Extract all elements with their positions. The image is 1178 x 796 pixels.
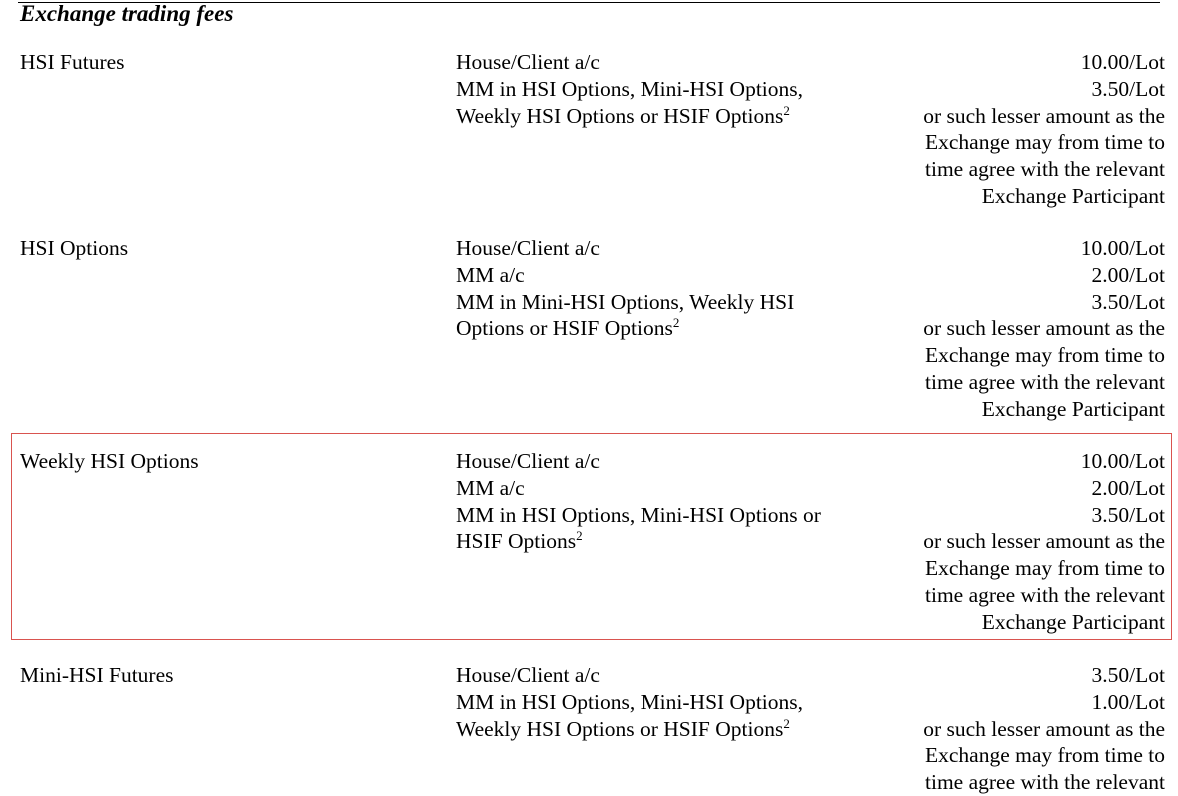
- fee-note-line: or such lesser amount as the: [923, 103, 1165, 128]
- account-line: [456, 716, 876, 743]
- fee-value: 2.00/Lot: [1091, 475, 1165, 500]
- account-types: [456, 235, 876, 342]
- fee-note-line: Exchange Participant: [981, 396, 1165, 421]
- fee-note-line: time agree with the relevant: [925, 582, 1165, 607]
- section-heading: Exchange trading fees: [20, 1, 234, 26]
- account-line: MM in HSI Options, Mini-HSI Options or: [456, 502, 821, 527]
- fee-note-line: Exchange Participant: [981, 183, 1165, 208]
- fee-note-line: time agree with the relevant: [925, 770, 1165, 795]
- fee-note-line: time agree with the relevant: [925, 157, 1165, 182]
- fee-note-line: or such lesser amount as the: [923, 316, 1165, 341]
- fee-value: 3.50/Lot: [1091, 76, 1165, 101]
- fee-value: 3.50/Lot: [1091, 502, 1165, 527]
- fee-note-line: Exchange may from time to: [924, 343, 1165, 368]
- account-text: Weekly HSI Options or HSIF Options: [456, 716, 784, 741]
- product-name: HSI Futures: [20, 50, 125, 74]
- product-name: HSI Options: [20, 236, 129, 260]
- footnote-marker: 2: [783, 715, 790, 731]
- footnote-marker: 2: [672, 315, 680, 331]
- fee-note-line: Exchange may from time to: [924, 743, 1165, 768]
- account-line: House/Client a/c: [456, 449, 600, 473]
- fee-value: 10.00/Lot: [1080, 449, 1165, 473]
- account-line: [456, 103, 876, 130]
- fee-note-line: Exchange may from time to: [924, 130, 1165, 155]
- account-line: MM in HSI Options, Mini-HSI Options,: [456, 76, 804, 101]
- fee-amounts: [875, 49, 1165, 210]
- account-line: MM a/c: [456, 262, 525, 287]
- account-line: MM a/c: [456, 475, 525, 500]
- account-text: Options or HSIF Options: [456, 316, 673, 341]
- fee-amounts: [875, 235, 1165, 423]
- fee-value: 1.00/Lot: [1091, 689, 1165, 714]
- account-line: House/Client a/c: [456, 236, 600, 260]
- account-line: House/Client a/c: [456, 50, 600, 74]
- footnote-marker: 2: [783, 102, 790, 118]
- fee-amounts: [875, 662, 1165, 796]
- fee-value: 10.00/Lot: [1080, 236, 1165, 260]
- fee-note-line: time agree with the relevant: [925, 369, 1165, 394]
- fee-amounts: [875, 448, 1165, 636]
- fee-value: 3.50/Lot: [1091, 663, 1165, 687]
- account-line: MM in Mini-HSI Options, Weekly HSI: [456, 289, 795, 314]
- product-name: Weekly HSI Options: [20, 449, 199, 473]
- fee-note-line: Exchange Participant: [981, 609, 1165, 634]
- account-types: [456, 662, 876, 742]
- fee-note-line: or such lesser amount as the: [923, 716, 1165, 741]
- account-line: [456, 315, 876, 342]
- fee-note-line: or such lesser amount as the: [923, 529, 1165, 554]
- account-types: [456, 49, 876, 129]
- footnote-marker: 2: [576, 528, 583, 544]
- fee-note-line: Exchange may from time to: [924, 556, 1165, 581]
- account-line: House/Client a/c: [456, 663, 600, 687]
- fee-value: 10.00/Lot: [1080, 50, 1165, 74]
- product-name: Mini-HSI Futures: [20, 663, 174, 687]
- account-line: [456, 528, 876, 555]
- fee-value: 3.50/Lot: [1091, 289, 1165, 314]
- account-text: Weekly HSI Options or HSIF Options: [456, 103, 784, 128]
- account-types: [456, 448, 876, 555]
- account-line: MM in HSI Options, Mini-HSI Options,: [456, 689, 804, 714]
- fee-value: 2.00/Lot: [1091, 262, 1165, 287]
- account-text: HSIF Options: [456, 529, 577, 554]
